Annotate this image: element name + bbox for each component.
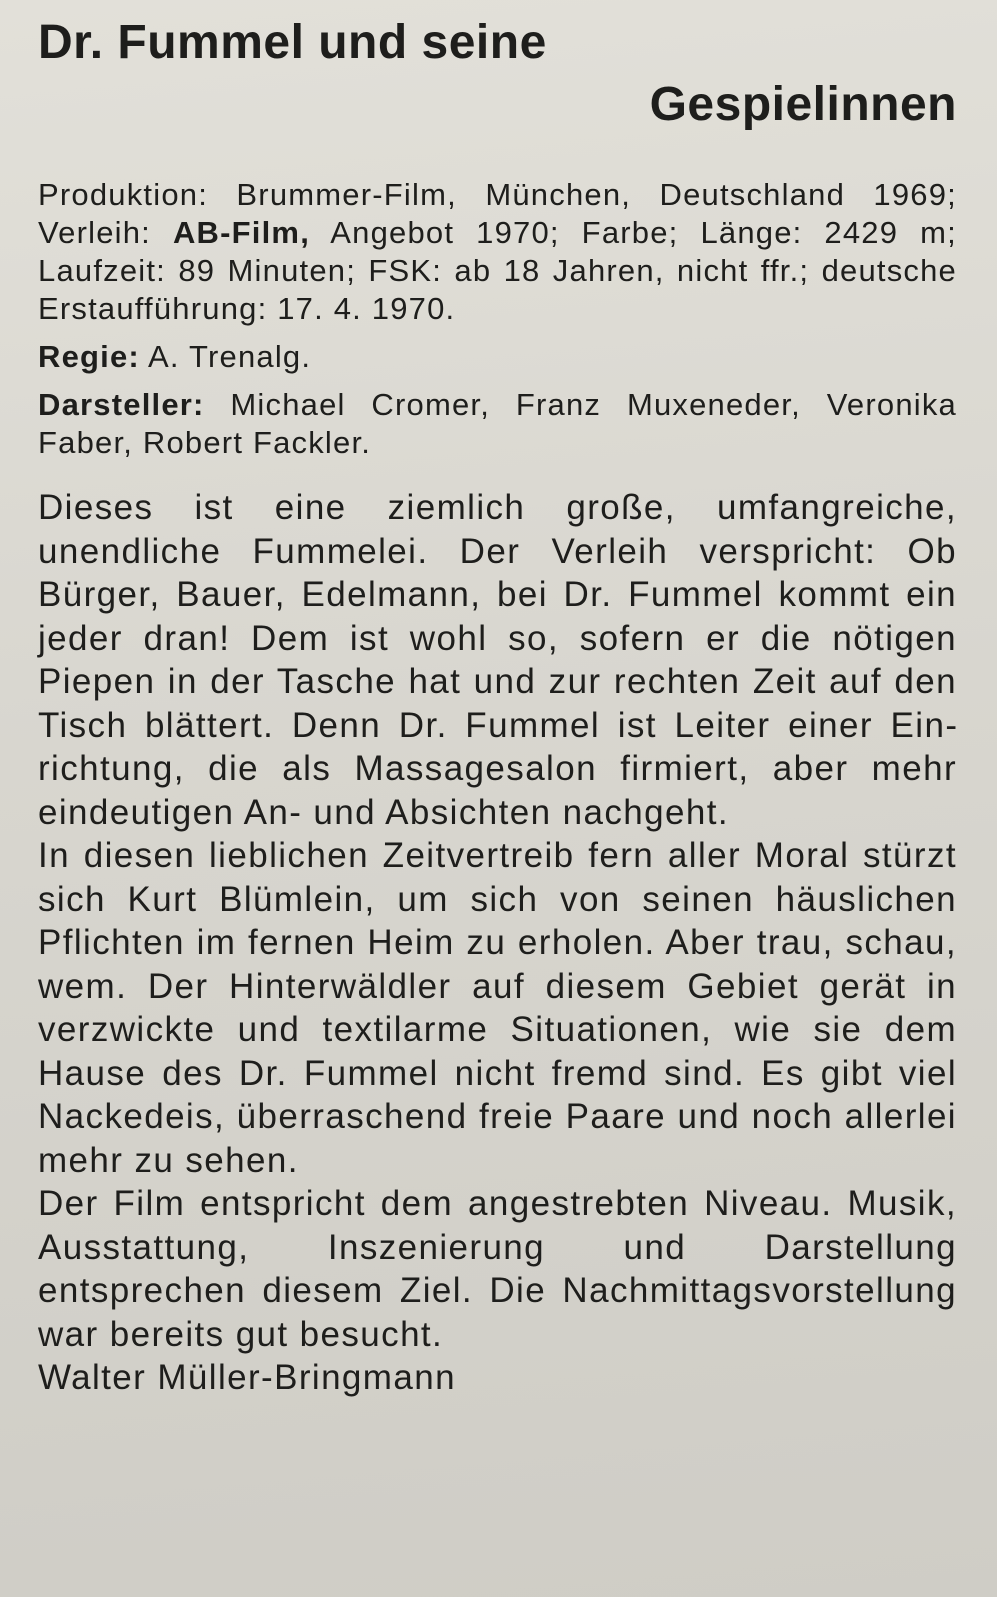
- production-prefix: Produktion: Brummer-Film, München, Deutschland 1969; Verleih:: [38, 177, 957, 250]
- production-info: [38, 176, 957, 328]
- cast-value: Michael Cromer, Franz Muxeneder, Veronika Faber, Robert Fackler.: [38, 387, 957, 460]
- review-paragraph: In diesen lieblichen Zeitvertreib fern aller Moral stürzt sich Kurt Blümlein, um sich von seinen häuslichen Pflichten im fernen Heim zu erholen. Aber trau, schau, wem. Der Hinterwäldler auf diesem Gebiet gerät in verzwickte und textilarme Situationen, wie sie dem Hause des Dr. Fummel nicht fremd sind. Es gibt viel Nackedeis, überraschend freie Paare und noch allerlei mehr zu sehen.: [38, 836, 957, 1180]
- cast-credit: [38, 386, 957, 462]
- review-body: [38, 486, 957, 1400]
- review-paragraph: Der Film entspricht dem angestrebten Niveau. Musik, Ausstattung, Inszenierung und Darstellung entsprechen diesem Ziel. Die Nachmittagsvorstellung war bereits gut besucht.: [38, 1184, 957, 1354]
- director-credit: [38, 338, 957, 376]
- director-value: A. Trenalg.: [139, 339, 312, 374]
- review-paragraph: Dieses ist eine ziemlich große, umfangreiche, unendliche Fummelei. Der Verleih verspricht: Ob Bürger, Bauer, Edelmann, bei Dr. Fummel kommt ein jeder dran! Dem ist wohl so, sofern er die nötigen Piepen in der Tasche hat und zur rechten Zeit auf den Tisch blättert. Denn Dr. Fummel ist Leiter einer Einrichtung, die als Massagesalon firmiert, aber mehr eindeutigen An- und Absichten nachgeht.: [38, 488, 957, 832]
- author-signature: Walter Müller-Bringmann: [38, 1358, 456, 1397]
- production-suffix: Angebot 1970; Farbe; Länge: 2429 m; Laufzeit: 89 Minuten; FSK: ab 18 Jahren, nicht ffr.; deutsche Erstaufführung: 17. 4. 1970.: [38, 215, 957, 326]
- cast-label: Darsteller:: [38, 387, 205, 422]
- article-title: [38, 12, 957, 136]
- title-line-1: Dr. Fummel und seine: [38, 16, 547, 69]
- distributor-name: AB-Film,: [172, 215, 311, 250]
- title-line-2: Gespielinnen: [649, 78, 957, 131]
- director-label: Regie:: [38, 339, 140, 374]
